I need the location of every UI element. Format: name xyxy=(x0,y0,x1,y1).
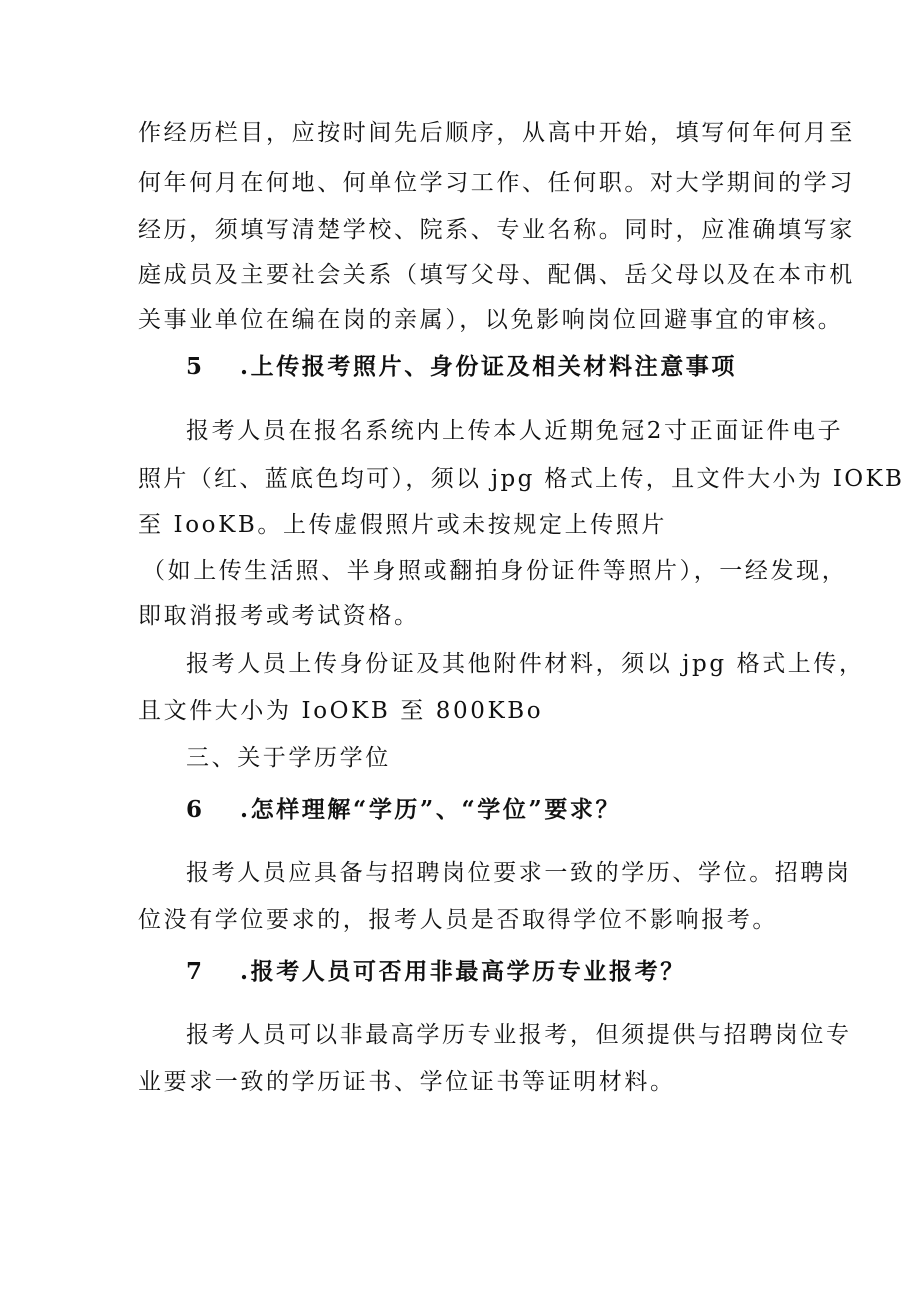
paragraph-line: 至 IooKB。上传虚假照片或未按规定上传照片 xyxy=(138,512,667,538)
paragraph-line: 即取消报考或考试资格。 xyxy=(138,603,420,629)
heading-6 xyxy=(186,795,621,825)
heading-text: .怎样理解“学历”、“学位”要求？ xyxy=(240,796,622,823)
paragraph-line: 作经历栏目，应按时间先后顺序，从高中开始，填写何年何月至 xyxy=(138,120,855,146)
heading-text: .上传报考照片、身份证及相关材料注意事项 xyxy=(240,353,738,380)
paragraph-line: 报考人员在报名系统内上传本人近期免冠2寸正面证件电子 xyxy=(186,418,844,444)
paragraph-line: 且文件大小为 IoOKB 至 800KBo xyxy=(138,698,544,724)
heading-7 xyxy=(186,957,686,987)
heading-number: 7 xyxy=(186,958,203,985)
heading-5 xyxy=(186,352,737,382)
paragraph-line: 报考人员可以非最高学历专业报考，但须提供与招聘岗位专 xyxy=(186,1022,852,1048)
heading-number: 6 xyxy=(186,796,203,823)
section-heading: 三、关于学历学位 xyxy=(186,745,391,771)
paragraph-line: 报考人员应具备与招聘岗位要求一致的学历、学位。招聘岗 xyxy=(186,860,852,886)
paragraph-line: 报考人员上传身份证及其他附件材料，须以 jpg 格式上传， xyxy=(186,651,865,677)
paragraph-line: （如上传生活照、半身照或翻拍身份证件等照片），一经发现， xyxy=(142,558,848,584)
paragraph-line: 照片（红、蓝底色均可），须以 jpg 格式上传，且文件大小为 IOKB xyxy=(138,466,905,492)
paragraph-line: 业要求一致的学历证书、学位证书等证明材料。 xyxy=(138,1069,676,1095)
heading-number: 5 xyxy=(186,353,203,380)
paragraph-line: 经历，须填写清楚学校、院系、专业名称。同时，应准确填写家 xyxy=(138,217,855,243)
paragraph-line: 庭成员及主要社会关系（填写父母、配偶、岳父母以及在本市机 xyxy=(138,262,855,288)
paragraph-line: 何年何月在何地、何单位学习工作、任何职。对大学期间的学习 xyxy=(138,170,855,196)
paragraph-line: 关事业单位在编在岗的亲属），以免影响岗位回避事宜的审核。 xyxy=(138,307,844,333)
heading-text: .报考人员可否用非最高学历专业报考？ xyxy=(240,958,686,985)
paragraph-line: 位没有学位要求的，报考人员是否取得学位不影响报考。 xyxy=(138,907,778,933)
